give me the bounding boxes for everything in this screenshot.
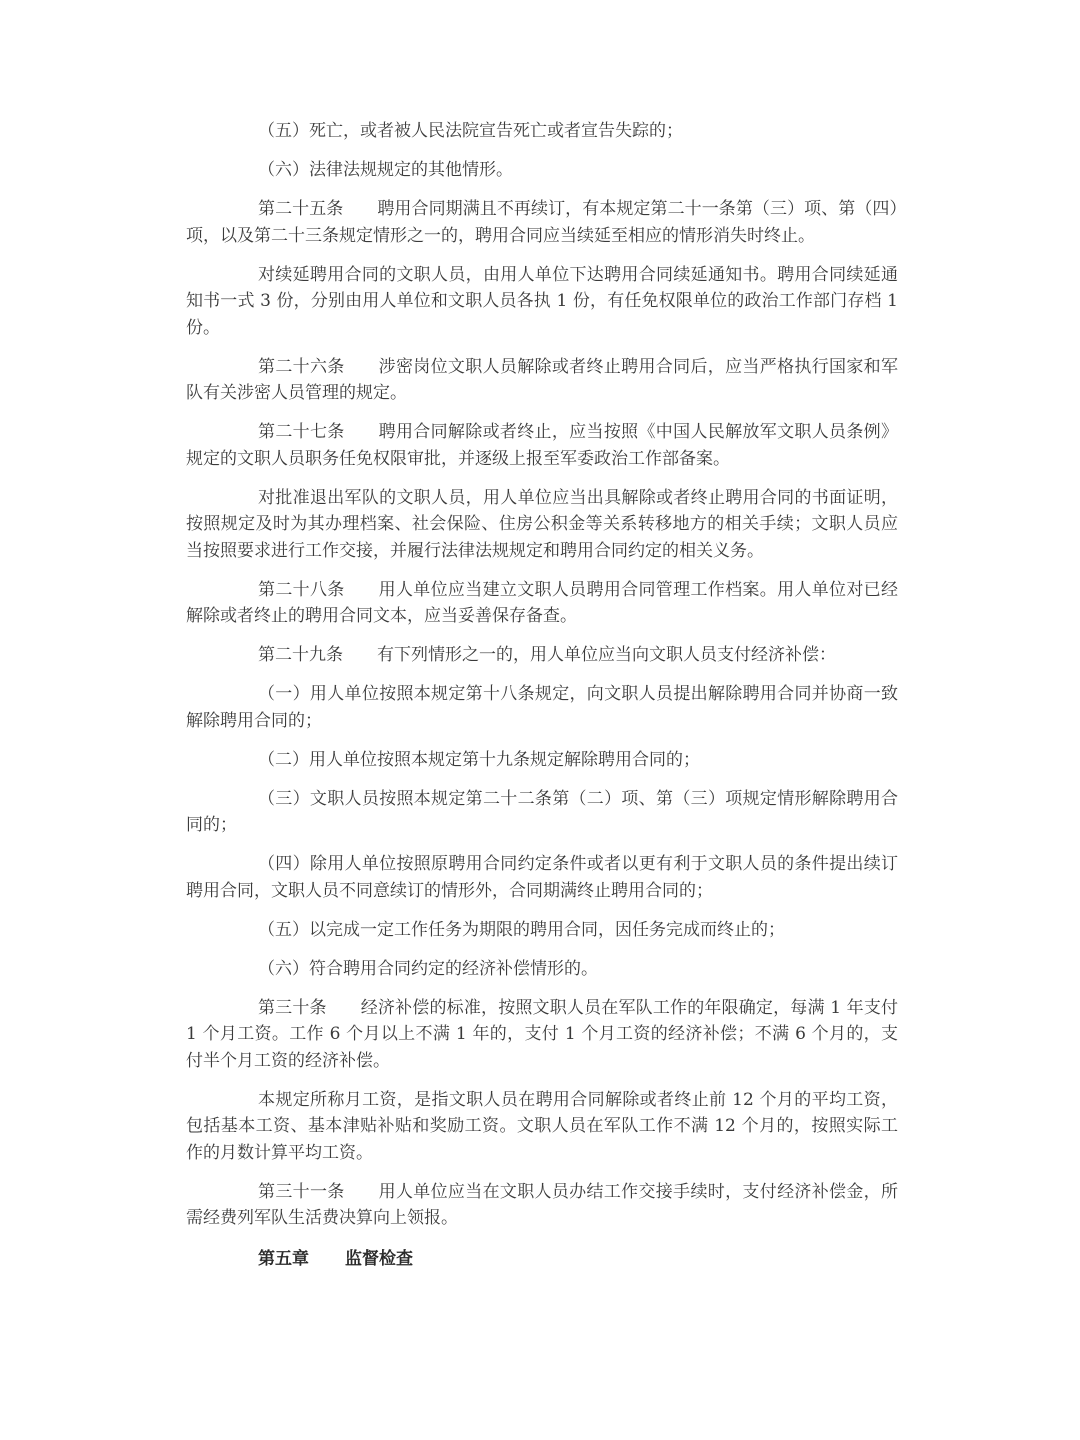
- chapter-number: 第五章: [258, 1248, 309, 1269]
- paragraph-text: （二）用人单位按照本规定第十九条规定解除聘用合同的；: [258, 749, 700, 770]
- article-paragraph: [186, 196, 898, 249]
- body-paragraph: [186, 786, 898, 839]
- article-number: 第二十七条: [258, 422, 345, 442]
- paragraph-text: 用人单位应当建立文职人员聘用合同管理工作档案。用人单位对已经解除或者终止的聘用合同文本，应当妥善保存备查。: [186, 579, 899, 626]
- document-page: [186, 118, 898, 1272]
- body-paragraph: [186, 851, 898, 904]
- body-paragraph: [186, 747, 898, 774]
- body-paragraph: [186, 681, 898, 734]
- paragraph-text: （四）除用人单位按照原聘用合同约定条件或者以更有利于文职人员的条件提出续订聘用合同，文职人员不同意续订的情形外，合同期满终止聘用合同的；: [186, 854, 898, 901]
- paragraph-text: （五）以完成一定工作任务为期限的聘用合同，因任务完成而终止的；: [258, 919, 785, 940]
- body-paragraph: [186, 1087, 898, 1167]
- article-number: 第三十一条: [258, 1181, 345, 1202]
- article-number: 第三十条: [258, 997, 327, 1018]
- paragraph-text: 对续延聘用合同的文职人员，由用人单位下达聘用合同续延通知书。聘用合同续延通知书一式 3 份，分别由用人单位和文职人员各执 1 份，有任免权限单位的政治工作部门存档 1 份。: [186, 264, 898, 338]
- document-body: [186, 118, 898, 1232]
- paragraph-text: （一）用人单位按照本规定第十八条规定，向文职人员提出解除聘用合同并协商一致解除聘用合同的；: [186, 684, 898, 731]
- paragraph-text: 本规定所称月工资，是指文职人员在聘用合同解除或者终止前 12 个月的平均工资，包括基本工资、基本津贴补贴和奖励工资。文职人员在军队工作不满 12 个月的，按照实际工作的月数计算平均工资。: [186, 1089, 898, 1163]
- body-paragraph: [186, 485, 898, 565]
- chapter-title: 监督检查: [345, 1248, 413, 1269]
- article-number: 第二十九条: [258, 645, 343, 665]
- body-paragraph: [186, 917, 898, 944]
- paragraph-text: 用人单位应当在文职人员办结工作交接手续时，支付经济补偿金，所需经费列军队生活费决算向上领报。: [186, 1181, 899, 1228]
- article-number: 第二十五条: [258, 199, 344, 219]
- paragraph-text: 对批准退出军队的文职人员，用人单位应当出具解除或者终止聘用合同的书面证明，按照规定及时为其办理档案、社会保险、住房公积金等关系转移地方的相关手续；文职人员应当按照要求进行工作交接，并履行法律法规规定和聘用合同约定的相关义务。: [186, 487, 898, 561]
- article-paragraph: [186, 995, 898, 1075]
- article-paragraph: [186, 354, 898, 407]
- body-paragraph: [186, 118, 898, 145]
- paragraph-text: （六）符合聘用合同约定的经济补偿情形的。: [258, 958, 598, 979]
- body-paragraph: [186, 262, 898, 342]
- paragraph-text: 聘用合同期满且不再续订，有本规定第二十一条第（三）项、第（四）项，以及第二十三条规定情形之一的，聘用合同应当续延至相应的情形消失时终止。: [186, 199, 899, 246]
- body-paragraph: [186, 157, 898, 184]
- paragraph-text: 涉密岗位文职人员解除或者终止聘用合同后，应当严格执行国家和军队有关涉密人员管理的规定。: [186, 356, 899, 403]
- article-paragraph: [186, 577, 898, 630]
- paragraph-text: 经济补偿的标准，按照文职人员在军队工作的年限确定，每满 1 年支付 1 个月工资。工作 6 个月以上不满 1 年的，支付 1 个月工资的经济补偿；不满 6 个月的，支付半个月工资的经济补偿。: [186, 997, 899, 1071]
- article-number: 第二十八条: [258, 579, 345, 600]
- paragraph-text: （五）死亡，或者被人民法院宣告死亡或者宣告失踪的；: [258, 121, 683, 141]
- article-paragraph: [186, 642, 898, 669]
- article-number: 第二十六条: [258, 356, 345, 377]
- paragraph-text: 有下列情形之一的，用人单位应当向文职人员支付经济补偿：: [377, 645, 836, 665]
- chapter-heading: [186, 1246, 898, 1273]
- paragraph-text: （六）法律法规规定的其他情形。: [258, 160, 513, 180]
- body-paragraph: [186, 956, 898, 983]
- paragraph-text: （三）文职人员按照本规定第二十二条第（二）项、第（三）项规定情形解除聘用合同的；: [186, 788, 898, 835]
- paragraph-text: 聘用合同解除或者终止，应当按照《中国人民解放军文职人员条例》规定的文职人员职务任免权限审批，并逐级上报至军委政治工作部备案。: [186, 422, 899, 469]
- article-paragraph: [186, 1179, 898, 1232]
- article-paragraph: [186, 419, 898, 472]
